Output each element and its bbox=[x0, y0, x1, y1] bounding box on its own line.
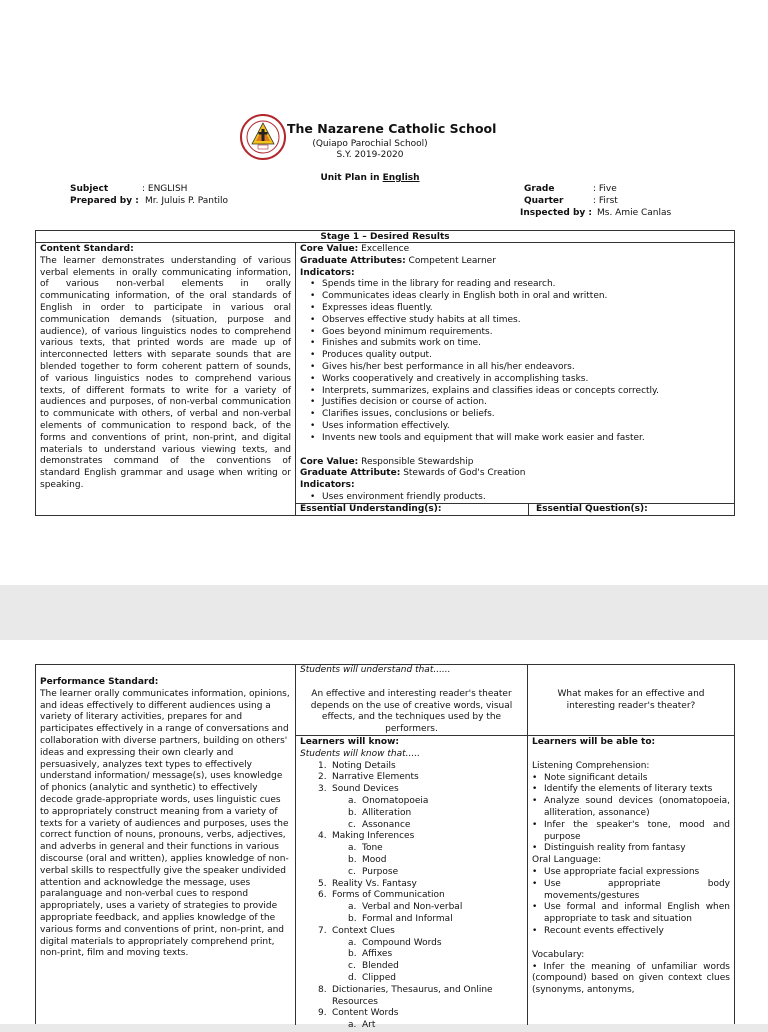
knowledge-item: Resources bbox=[332, 996, 378, 1007]
indicator-item: • Interprets, summarizes, explains and classifies ideas or concepts correctly. bbox=[322, 386, 730, 398]
grade-row: Grade : Five bbox=[524, 184, 617, 194]
indicator-item: • Works cooperatively and creatively in accomplishing tasks. bbox=[322, 374, 730, 386]
knowledge-item: b. Alliteration bbox=[348, 807, 412, 818]
vocabulary-text: • Infer the meaning of unfamiliar words (compound) based on given context clues (synonyms, antonyms, bbox=[532, 961, 730, 996]
performance-standard-cell bbox=[36, 665, 296, 1025]
core-values-cell bbox=[296, 243, 734, 503]
knowledge-item: 2. Narrative Elements bbox=[318, 772, 419, 783]
knowledge-item: 6. Forms of Communication bbox=[318, 890, 445, 901]
essential-header-row bbox=[296, 503, 734, 515]
subject-row: Subject : ENGLISH bbox=[70, 184, 188, 194]
indicators-list-1 bbox=[300, 279, 730, 444]
stage1-continued-table bbox=[35, 664, 735, 1031]
knowledge-item: 7. Context Clues bbox=[318, 925, 395, 936]
knowledge-item: a. Onomatopoeia bbox=[348, 795, 429, 806]
listening-skill-item: • Note significant details bbox=[544, 773, 730, 785]
indicator-item: • Gives his/her best performance in all his/her endeavors. bbox=[322, 362, 730, 374]
indicator-item: • Goes beyond minimum requirements. bbox=[322, 327, 730, 339]
graduate-attribute-2: Graduate Attribute: Stewards of God's Creation bbox=[300, 468, 526, 479]
content-standard-label: Content Standard: bbox=[40, 244, 134, 254]
indicator-item: • Expresses ideas fluently. bbox=[322, 303, 730, 315]
indicator-item: • Clarifies issues, conclusions or beliefs. bbox=[322, 409, 730, 421]
listening-skill-item: • Analyze sound devices (onomatopoeia, alliteration, assonance) bbox=[544, 796, 730, 820]
knowledge-item: 5. Reality Vs. Fantasy bbox=[318, 878, 417, 889]
unit-plan-title: Unit Plan in English bbox=[320, 173, 420, 183]
performance-standard-label: Performance Standard: bbox=[40, 677, 159, 687]
understanding-and-knowledge-cell bbox=[296, 665, 528, 1031]
knowledge-item: c. Blended bbox=[348, 961, 399, 972]
oral-skill-item: • Use appropriate facial expressions bbox=[544, 867, 730, 879]
indicators-label-2: Indicators: bbox=[300, 480, 355, 491]
knowledge-item: 3. Sound Devices bbox=[318, 784, 399, 795]
listening-skill-item: • Identify the elements of literary texts bbox=[544, 784, 730, 796]
stage1-title: Stage 1 – Desired Results bbox=[36, 231, 734, 243]
parish-name: (Quiapo Parochial School) bbox=[312, 139, 428, 149]
core-value-2: Core Value: Responsible Stewardship bbox=[300, 456, 474, 467]
oral-skill-item: • Use formal and informal English when appropriate to task and situation bbox=[544, 902, 730, 926]
listening-skills-list bbox=[532, 773, 730, 856]
document-page-2 bbox=[0, 640, 768, 1031]
oral-skills-list bbox=[532, 867, 730, 938]
listening-skill-item: • Infer the speaker's tone, mood and purpose bbox=[544, 820, 730, 844]
prepared-by-row: Prepared by : Mr. Juluis P. Pantilo bbox=[70, 196, 228, 206]
indicator-item: • Spends time in the library for reading and research. bbox=[322, 279, 730, 291]
knowledge-item: 1. Noting Details bbox=[318, 760, 396, 771]
indicator-item: • Uses environment friendly products. bbox=[322, 492, 730, 504]
essential-question-text: What makes for an effective and interesting reader's theater? bbox=[557, 689, 705, 711]
inspected-by-row: Inspected by : Ms. Amie Canlas bbox=[520, 208, 672, 218]
quarter-row: Quarter : First bbox=[524, 196, 618, 206]
oral-language-label: Oral Language: bbox=[532, 855, 602, 866]
knowledge-item: 8. Dictionaries, Thesaurus, and Online bbox=[318, 984, 493, 995]
indicator-item: • Invents new tools and equipment that will make work easier and faster. bbox=[322, 433, 730, 445]
vocabulary-label: Vocabulary: bbox=[532, 949, 585, 960]
knowledge-item: a. Verbal and Non-verbal bbox=[348, 902, 463, 913]
students-understand-label: Students will understand that...... bbox=[300, 665, 451, 675]
knowledge-item: a. Compound Words bbox=[348, 937, 442, 948]
stage1-table bbox=[35, 230, 735, 516]
question-and-skills-cell bbox=[528, 665, 734, 1025]
knowledge-item: a. Tone bbox=[348, 843, 383, 854]
performance-standard-text: The learner orally communicates information, opinions, and ideas effectively to different audiences using a variety of literary activities, prepares for and participates effectively in a range of conversations and collaboration with diverse partners, building on others' ideas and expressing their own clearly and persuasively, analyzes text types to effectively understand information/ message(s), uses knowledge of phonics (analytic and synthetic) to effectively decode grade-appropriate words, uses linguistic cues to appropriately construct meaning from a variety of texts for a variety of audiences and purposes, uses the correct function of nouns, pronouns, verbs, adjectives, and adverbs in general and their functions in various discourse (oral and written), applies knowledge of non-verbal skills to respectfully give the speaker undivided attention and acknowledge the message, uses paralanguage and non-verbal cues to respond appropriately, uses a variety of strategies to provide appropriate feedback, and applies knowledge of the various forms and conventions of print, non-print, and digital materials to appropriately comprehend print, non-print, film and moving texts. bbox=[40, 688, 290, 959]
knowledge-item: a. Art bbox=[348, 1020, 376, 1031]
knowledge-item: 9. Content Words bbox=[318, 1008, 399, 1019]
indicator-item: • Observes effective study habits at all times. bbox=[322, 315, 730, 327]
indicator-item: • Communicates ideas clearly in English both in oral and written. bbox=[322, 291, 730, 303]
school-year: S.Y. 2019-2020 bbox=[336, 150, 404, 160]
oral-skill-item: • Recount events effectively bbox=[544, 926, 730, 938]
graduate-attributes-1: Graduate Attributes: Competent Learner bbox=[300, 255, 496, 266]
listening-skill-item: • Distinguish reality from fantasy bbox=[544, 843, 730, 855]
knowledge-item: 4. Making Inferences bbox=[318, 831, 415, 842]
indicator-item: • Justifies decision or course of action. bbox=[322, 397, 730, 409]
indicator-item: • Finishes and submits work on time. bbox=[322, 338, 730, 350]
knowledge-item: b. Mood bbox=[348, 854, 387, 865]
learners-will-know-label: Learners will know: bbox=[300, 737, 399, 747]
listening-comprehension-label: Listening Comprehension: bbox=[532, 760, 650, 771]
knowledge-item: b. Affixes bbox=[348, 949, 393, 960]
essential-question-label: Essential Question(s): bbox=[536, 504, 648, 514]
essential-understanding-label: Essential Understanding(s): bbox=[300, 504, 442, 514]
indicator-item: • Uses information effectively. bbox=[322, 421, 730, 433]
learners-able-label: Learners will be able to: bbox=[532, 737, 656, 747]
knowledge-item: d. Clipped bbox=[348, 972, 396, 983]
students-will-know-label: Students will know that..... bbox=[300, 748, 420, 759]
indicators-label-1: Indicators: bbox=[300, 267, 355, 278]
oral-skill-item: • Use appropriate body movements/gestures bbox=[544, 879, 730, 903]
knowledge-list bbox=[300, 761, 524, 1032]
indicators-list-2 bbox=[300, 492, 730, 504]
core-value-1: Core Value: Excellence bbox=[300, 244, 410, 254]
knowledge-item: c. Assonance bbox=[348, 819, 411, 830]
knowledge-item: c. Purpose bbox=[348, 866, 399, 877]
content-standard-cell bbox=[36, 243, 296, 515]
essential-understanding-text: An effective and interesting reader's theater depends on the use of creative words, visual effects, and the techniques used by the performers. bbox=[310, 688, 513, 735]
content-standard-text: The learner demonstrates understanding of various verbal elements in orally communicating information, of various non-verbal elements in orally communicating information, of the oral standards of English in order to participate in various oral communication demands (situation, purpose and audience), of various linguistics nodes to comprehend various texts, that printed words are made up of interconnected letters with separate sounds that are blended together to form coherent pattern of sounds, of various linguistics nodes to comprehend various texts, of different formats to write for a variety of audiences and purposes, of non-verbal communication to communicate with others, of verbal and non-verbal elements of communication to respond back, of the forms and conventions of print, non-print, and digital materials to understand various viewing texts, and demonstrates command of the conventions of standard English grammar and usage when writing or speaking. bbox=[40, 255, 291, 490]
knowledge-item: b. Formal and Informal bbox=[348, 913, 453, 924]
indicator-item: • Produces quality output. bbox=[322, 350, 730, 362]
school-name: The Nazarene Catholic School bbox=[287, 121, 497, 136]
